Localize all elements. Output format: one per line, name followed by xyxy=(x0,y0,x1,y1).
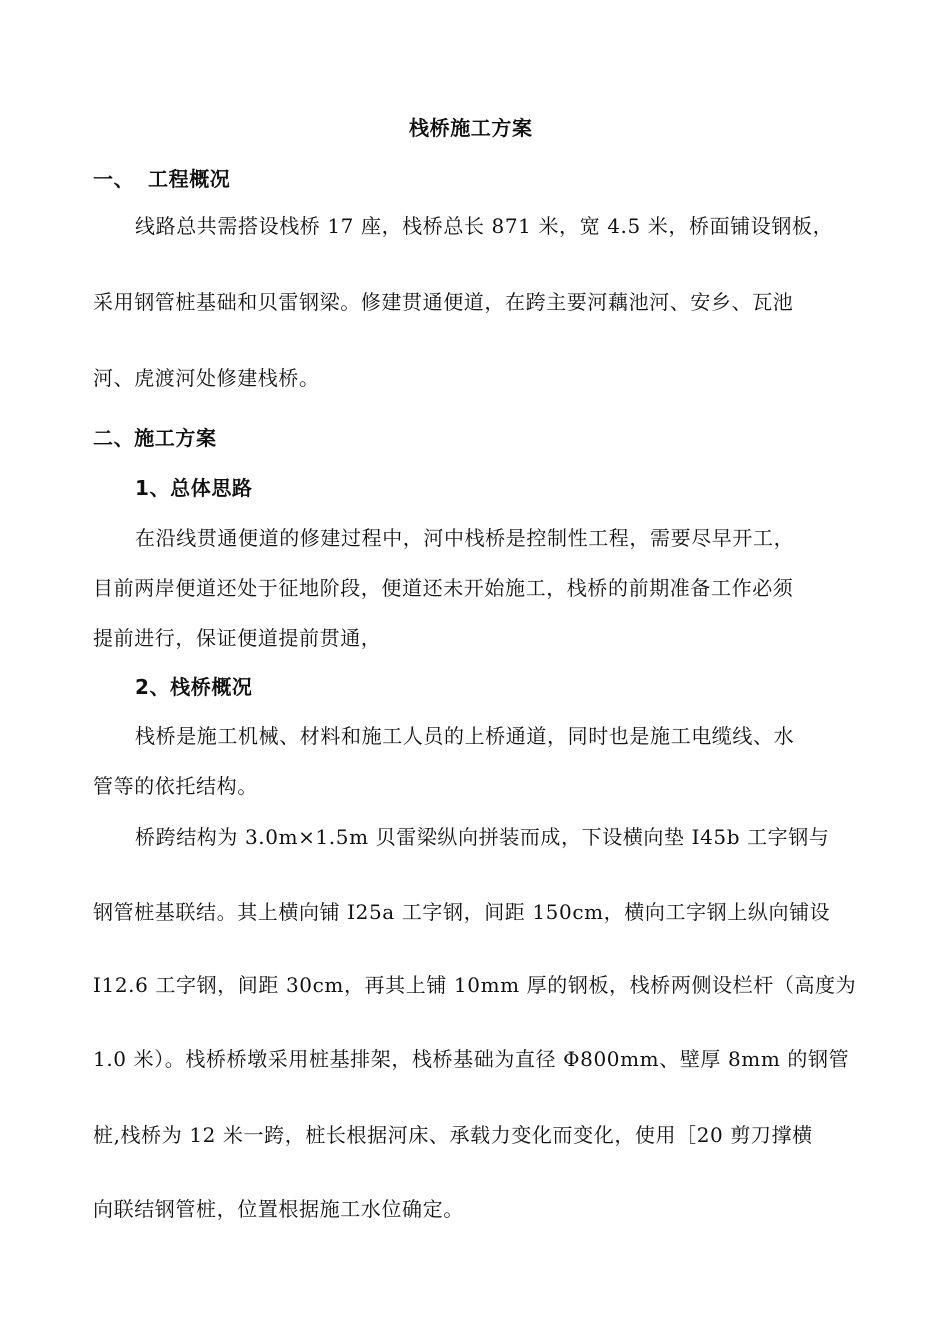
subsection-2-paragraph-2-line: 向联结钢管桩，位置根据施工水位确定。 xyxy=(93,1197,464,1221)
subsection-1-heading: 1、总体思路 xyxy=(135,476,253,500)
section-2-heading: 二、施工方案 xyxy=(93,426,217,450)
section-1-heading: 工程概况 xyxy=(148,167,231,191)
subsection-2-paragraph-2-line: 桩,栈桥为 12 米一跨，桩长根据河床、承载力变化而变化，使用［20 剪刀撑横 xyxy=(93,1123,813,1147)
document-title: 栈桥施工方案 xyxy=(409,116,533,140)
subsection-1-paragraph-line: 提前进行，保证便道提前贯通， xyxy=(93,626,382,650)
subsection-1-paragraph-line: 在沿线贯通便道的修建过程中，河中栈桥是控制性工程，需要尽早开工， xyxy=(135,526,795,550)
subsection-2-paragraph-2-line: 桥跨结构为 3.0m×1.5m 贝雷梁纵向拼装而成，下设横向垫 I45b 工字钢与 xyxy=(135,825,830,849)
section-1-paragraph-line: 采用钢管桩基础和贝雷钢梁。修建贯通便道，在跨主要河藕池河、安乡、瓦池 xyxy=(93,290,794,314)
subsection-2-paragraph-1-line: 栈桥是施工机械、材料和施工人员的上桥通道，同时也是施工电缆线、水 xyxy=(135,724,795,748)
subsection-2-paragraph-2-line: 1.0 米）。栈桥桥墩采用桩基排架，栈桥基础为直径 Φ800mm、壁厚 8mm 的钢管 xyxy=(93,1047,850,1071)
subsection-2-paragraph-2-line: 钢管桩基联结。其上横向铺 I25a 工字钢，间距 150cm，横向工字钢上纵向铺设 xyxy=(93,900,831,924)
section-1-paragraph-line: 河、虎渡河处修建栈桥。 xyxy=(93,366,320,390)
section-1-number: 一、 xyxy=(93,167,135,191)
subsection-2-heading: 2、栈桥概况 xyxy=(135,675,253,699)
subsection-2-paragraph-1-line: 管等的依托结构。 xyxy=(93,774,258,798)
section-1-paragraph-line: 线路总共需搭设栈桥 17 座，栈桥总长 871 米，宽 4.5 米，桥面铺设钢板， xyxy=(135,214,834,238)
subsection-2-paragraph-2-line: I12.6 工字钢，间距 30cm，再其上铺 10mm 厚的钢板，栈桥两侧设栏杆（高度为 xyxy=(93,973,857,997)
subsection-1-paragraph-line: 目前两岸便道还处于征地阶段，便道还未开始施工，栈桥的前期准备工作必须 xyxy=(93,576,794,600)
